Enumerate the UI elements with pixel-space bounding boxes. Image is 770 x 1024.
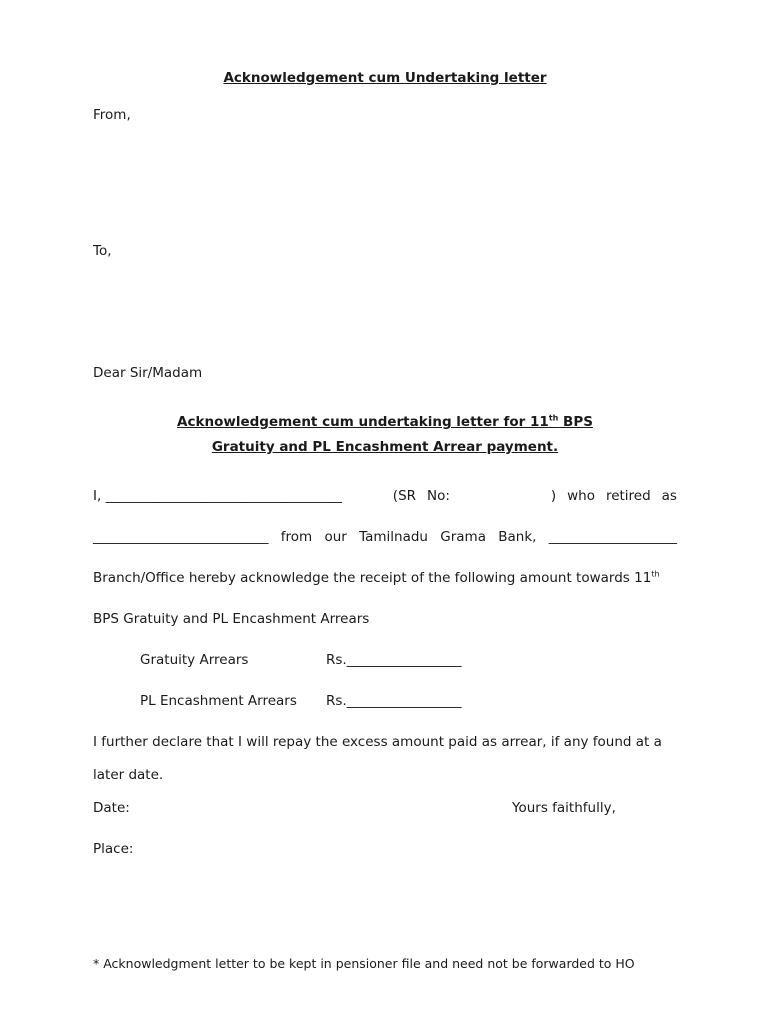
footnote: * Acknowledgment letter to be kept in pensioner file and need not be forwarded to HO (93, 956, 635, 971)
closing-text: Yours faithfully, (512, 800, 616, 816)
body-line-1 (93, 488, 677, 504)
gratuity-amount-blank: Rs._________________ (326, 652, 462, 668)
from-label: From, (93, 107, 131, 123)
sr-no-label: No: (426, 488, 450, 504)
word-as: as (661, 488, 677, 504)
subject-line-1-tail: BPS (558, 414, 593, 430)
subject-line-2: Gratuity and PL Encashment Arrear payment. (211, 439, 559, 455)
sr-close: ) (550, 488, 557, 504)
body-ordinal: th (651, 569, 660, 579)
designation-blank: __________________________ (93, 529, 269, 545)
word-retired: retired (605, 488, 651, 504)
subject-ordinal: th (548, 413, 559, 423)
word-our: our (324, 529, 347, 545)
declaration-line-1: I further declare that I will repay the excess amount paid as arrear, if any found at a (93, 734, 662, 750)
document-title: Acknowledgement cum Undertaking letter (223, 70, 547, 86)
body-line-4: BPS Gratuity and PL Encashment Arrears (93, 611, 370, 627)
name-blank: I, ___________________________________ (93, 488, 342, 504)
to-label: To, (93, 243, 112, 259)
place-label: Place: (93, 841, 134, 857)
gratuity-label: Gratuity Arrears (140, 652, 249, 668)
word-tamilnadu: Tamilnadu (359, 529, 428, 545)
declaration-line-2: later date. (93, 767, 164, 783)
body-line-2 (93, 529, 677, 545)
subject-line-1 (0, 414, 770, 430)
word-from: from (280, 529, 313, 545)
salutation: Dear Sir/Madam (93, 365, 203, 381)
word-who: who (567, 488, 595, 504)
pl-encashment-label: PL Encashment Arrears (140, 693, 297, 709)
body-line-3 (93, 570, 660, 586)
branch-blank: ___________________ (548, 529, 677, 545)
word-bank: Bank, (498, 529, 537, 545)
sr-label: (SR (392, 488, 417, 504)
pl-encashment-amount-blank: Rs._________________ (326, 693, 462, 709)
date-label: Date: (93, 800, 130, 816)
subject-line-1-text: Acknowledgement cum undertaking letter for 11 (177, 414, 549, 430)
body-line-3-text: Branch/Office hereby acknowledge the receipt of the following amount towards 11 (93, 570, 652, 586)
word-grama: Grama (440, 529, 486, 545)
